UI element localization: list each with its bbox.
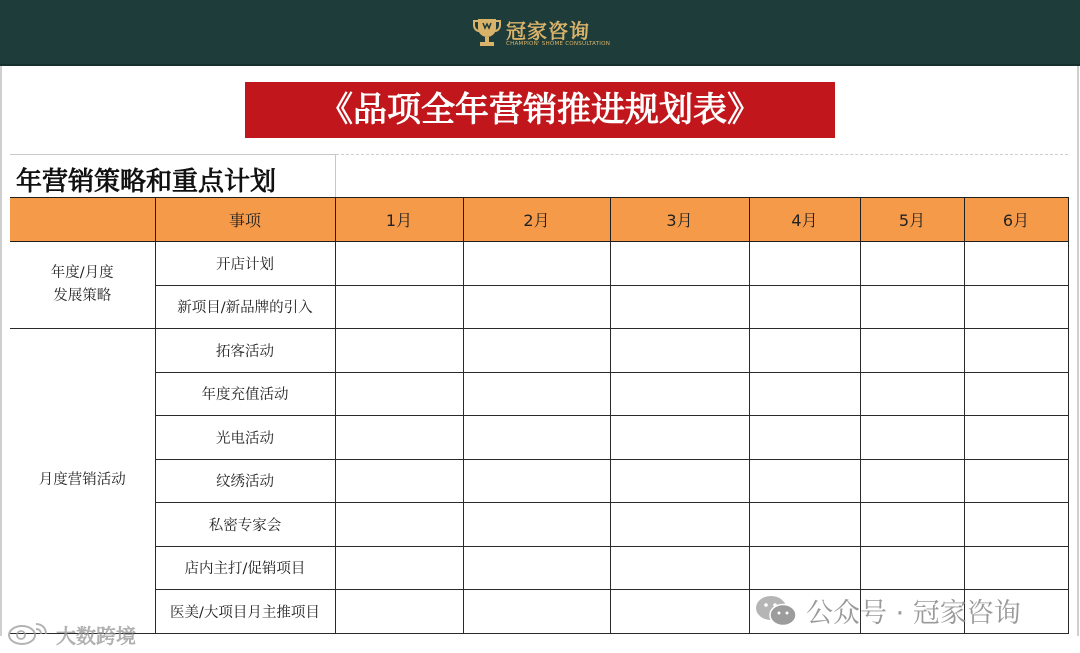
plan-cell[interactable] bbox=[463, 242, 610, 286]
plan-cell[interactable] bbox=[610, 285, 749, 329]
brand-name-cn: 冠家咨询 bbox=[506, 19, 590, 43]
plan-cell[interactable] bbox=[610, 416, 749, 460]
table-row bbox=[10, 503, 1068, 547]
watermark-text: 大数跨境 bbox=[56, 624, 136, 648]
header-cell-category bbox=[10, 198, 155, 242]
table-row bbox=[10, 285, 1068, 329]
wechat-icon bbox=[754, 594, 798, 628]
table-row bbox=[10, 546, 1068, 590]
plan-cell[interactable] bbox=[610, 372, 749, 416]
plan-cell[interactable] bbox=[463, 285, 610, 329]
page-title-banner: 《品项全年营销推进规划表》 bbox=[245, 82, 835, 138]
plan-cell[interactable] bbox=[610, 329, 749, 373]
plan-cell[interactable] bbox=[860, 459, 964, 503]
table-row bbox=[10, 242, 1068, 286]
item-cell: 年度充值活动 bbox=[155, 372, 335, 416]
item-cell: 光电活动 bbox=[155, 416, 335, 460]
section-header bbox=[10, 154, 336, 198]
plan-cell[interactable] bbox=[463, 590, 610, 634]
plan-cell[interactable] bbox=[749, 416, 860, 460]
plan-cell[interactable] bbox=[463, 503, 610, 547]
plan-cell[interactable] bbox=[749, 329, 860, 373]
plan-cell[interactable] bbox=[964, 546, 1068, 590]
section-title: 年营销策略和重点计划 bbox=[16, 167, 277, 197]
plan-cell[interactable] bbox=[749, 459, 860, 503]
header-cell-item: 事项 bbox=[155, 198, 335, 242]
plan-cell[interactable] bbox=[860, 546, 964, 590]
plan-cell[interactable] bbox=[463, 329, 610, 373]
plan-cell[interactable] bbox=[463, 546, 610, 590]
plan-cell[interactable] bbox=[610, 503, 749, 547]
table-header-row bbox=[10, 198, 1068, 242]
group-label: 年度/月度 bbox=[50, 265, 114, 281]
plan-cell[interactable] bbox=[860, 329, 964, 373]
brand-name-en: CHAMPION' SHOME CONSULTATION bbox=[506, 41, 611, 47]
header-cell-month: 6月 bbox=[964, 198, 1068, 242]
wechat-watermark bbox=[754, 590, 1054, 630]
plan-cell[interactable] bbox=[964, 242, 1068, 286]
trophy-icon bbox=[472, 16, 502, 48]
plan-cell[interactable] bbox=[335, 329, 463, 373]
plan-cell[interactable] bbox=[860, 416, 964, 460]
group-label-cell bbox=[10, 242, 155, 329]
header-cell-month: 4月 bbox=[749, 198, 860, 242]
plan-cell[interactable] bbox=[610, 459, 749, 503]
left-border bbox=[0, 66, 2, 636]
divider bbox=[336, 154, 1068, 155]
item-cell: 纹绣活动 bbox=[155, 459, 335, 503]
header-cell-month: 1月 bbox=[335, 198, 463, 242]
table-row bbox=[10, 459, 1068, 503]
plan-cell[interactable] bbox=[749, 546, 860, 590]
table-row bbox=[10, 372, 1068, 416]
plan-cell[interactable] bbox=[463, 416, 610, 460]
plan-cell[interactable] bbox=[610, 242, 749, 286]
item-cell: 拓客活动 bbox=[155, 329, 335, 373]
group-label: 发展策略 bbox=[53, 288, 112, 304]
table-row bbox=[10, 416, 1068, 460]
watermark-text: 公众号 · 冠家咨询 bbox=[806, 598, 1021, 629]
plan-cell[interactable] bbox=[463, 372, 610, 416]
plan-cell[interactable] bbox=[335, 503, 463, 547]
plan-cell[interactable] bbox=[335, 590, 463, 634]
weibo-icon bbox=[6, 620, 50, 646]
top-bar bbox=[0, 0, 1080, 66]
plan-cell[interactable] bbox=[964, 416, 1068, 460]
plan-cell[interactable] bbox=[335, 459, 463, 503]
plan-cell[interactable] bbox=[964, 459, 1068, 503]
header-cell-month: 2月 bbox=[463, 198, 610, 242]
plan-cell[interactable] bbox=[749, 242, 860, 286]
planning-table bbox=[10, 197, 1069, 634]
plan-cell[interactable] bbox=[610, 546, 749, 590]
plan-cell[interactable] bbox=[463, 459, 610, 503]
plan-cell[interactable] bbox=[860, 503, 964, 547]
table-row bbox=[10, 329, 1068, 373]
item-cell: 店内主打/促销项目 bbox=[155, 546, 335, 590]
item-cell: 新项目/新品牌的引入 bbox=[155, 285, 335, 329]
item-cell: 医美/大项目月主推项目 bbox=[155, 590, 335, 634]
right-border bbox=[1077, 66, 1079, 636]
item-cell: 开店计划 bbox=[155, 242, 335, 286]
item-cell: 私密专家会 bbox=[155, 503, 335, 547]
plan-cell[interactable] bbox=[610, 590, 749, 634]
plan-cell[interactable] bbox=[964, 372, 1068, 416]
plan-cell[interactable] bbox=[749, 372, 860, 416]
plan-cell[interactable] bbox=[335, 242, 463, 286]
group-label-cell bbox=[10, 329, 155, 634]
plan-cell[interactable] bbox=[860, 372, 964, 416]
plan-cell[interactable] bbox=[335, 546, 463, 590]
header-cell-month: 5月 bbox=[860, 198, 964, 242]
header-cell-month: 3月 bbox=[610, 198, 749, 242]
plan-cell[interactable] bbox=[749, 503, 860, 547]
plan-cell[interactable] bbox=[860, 242, 964, 286]
plan-cell[interactable] bbox=[964, 285, 1068, 329]
plan-cell[interactable] bbox=[335, 285, 463, 329]
weibo-watermark bbox=[6, 620, 146, 646]
group-label: 月度营销活动 bbox=[38, 472, 126, 489]
plan-cell[interactable] bbox=[964, 329, 1068, 373]
plan-cell[interactable] bbox=[749, 285, 860, 329]
plan-cell[interactable] bbox=[335, 416, 463, 460]
brand-logo bbox=[472, 14, 612, 54]
plan-cell[interactable] bbox=[964, 503, 1068, 547]
plan-cell[interactable] bbox=[860, 285, 964, 329]
plan-cell[interactable] bbox=[335, 372, 463, 416]
